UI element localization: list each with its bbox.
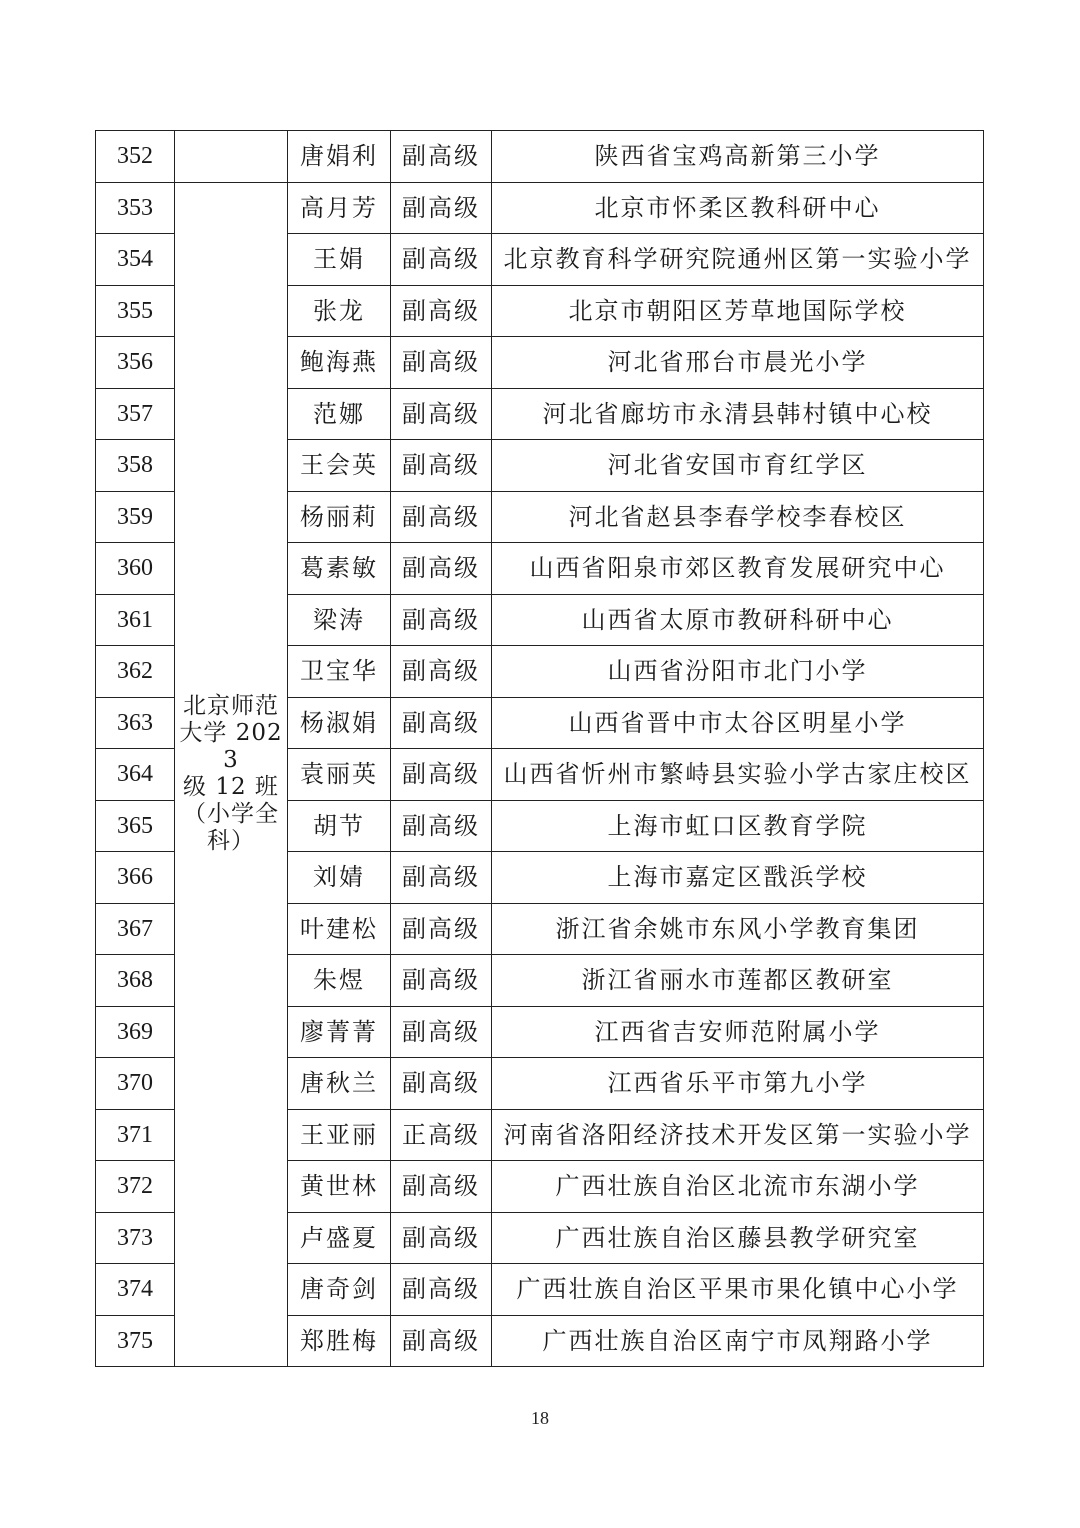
teacher-name: 袁丽英 <box>288 749 391 801</box>
row-number: 372 <box>96 1161 175 1213</box>
row-number: 354 <box>96 234 175 286</box>
row-number: 369 <box>96 1006 175 1058</box>
teacher-name: 王娟 <box>288 234 391 286</box>
professional-title: 副高级 <box>391 491 492 543</box>
professional-title: 副高级 <box>391 182 492 234</box>
row-number: 353 <box>96 182 175 234</box>
teacher-name: 杨淑娟 <box>288 697 391 749</box>
teacher-name: 刘婧 <box>288 852 391 904</box>
teacher-name: 王会英 <box>288 440 391 492</box>
page-number: 18 <box>531 1408 549 1428</box>
work-unit: 广西壮族自治区藤县教学研究室 <box>492 1212 984 1264</box>
row-number: 364 <box>96 749 175 801</box>
teacher-name: 唐娟利 <box>288 131 391 183</box>
professional-title: 副高级 <box>391 440 492 492</box>
work-unit: 广西壮族自治区平果市果化镇中心小学 <box>492 1264 984 1316</box>
professional-title: 副高级 <box>391 697 492 749</box>
class-group-line: 大学 2023 <box>179 720 283 774</box>
roster-table-body <box>96 131 984 1367</box>
work-unit: 江西省乐平市第九小学 <box>492 1058 984 1110</box>
teacher-name: 叶建松 <box>288 903 391 955</box>
teacher-name: 高月芳 <box>288 182 391 234</box>
work-unit: 北京教育科学研究院通州区第一实验小学 <box>492 234 984 286</box>
teacher-name: 杨丽莉 <box>288 491 391 543</box>
professional-title: 副高级 <box>391 285 492 337</box>
row-number: 359 <box>96 491 175 543</box>
professional-title: 副高级 <box>391 388 492 440</box>
row-number: 355 <box>96 285 175 337</box>
work-unit: 浙江省丽水市莲都区教研室 <box>492 955 984 1007</box>
professional-title: 副高级 <box>391 543 492 595</box>
teacher-name: 唐秋兰 <box>288 1058 391 1110</box>
professional-title: 副高级 <box>391 1006 492 1058</box>
work-unit: 山西省晋中市太谷区明星小学 <box>492 697 984 749</box>
class-group-line: 科） <box>207 828 255 855</box>
professional-title: 副高级 <box>391 852 492 904</box>
row-number: 367 <box>96 903 175 955</box>
professional-title: 副高级 <box>391 955 492 1007</box>
work-unit: 上海市嘉定区戬浜学校 <box>492 852 984 904</box>
teacher-name: 王亚丽 <box>288 1109 391 1161</box>
professional-title: 副高级 <box>391 903 492 955</box>
teacher-name: 梁涛 <box>288 594 391 646</box>
row-number: 357 <box>96 388 175 440</box>
professional-title: 副高级 <box>391 1212 492 1264</box>
class-group-line: 级 12 班 <box>183 774 279 801</box>
work-unit: 河南省洛阳经济技术开发区第一实验小学 <box>492 1109 984 1161</box>
professional-title: 正高级 <box>391 1109 492 1161</box>
professional-title: 副高级 <box>391 337 492 389</box>
work-unit: 上海市虹口区教育学院 <box>492 800 984 852</box>
professional-title: 副高级 <box>391 131 492 183</box>
row-number: 366 <box>96 852 175 904</box>
row-number: 368 <box>96 955 175 1007</box>
teacher-roster-table <box>95 130 984 1367</box>
row-number: 356 <box>96 337 175 389</box>
teacher-name: 葛素敏 <box>288 543 391 595</box>
class-cell-empty <box>175 131 288 183</box>
professional-title: 副高级 <box>391 646 492 698</box>
class-group-line: 北京师范 <box>183 693 279 720</box>
work-unit: 江西省吉安师范附属小学 <box>492 1006 984 1058</box>
work-unit: 广西壮族自治区北流市东湖小学 <box>492 1161 984 1213</box>
professional-title: 副高级 <box>391 594 492 646</box>
row-number: 373 <box>96 1212 175 1264</box>
teacher-name: 卫宝华 <box>288 646 391 698</box>
row-number: 374 <box>96 1264 175 1316</box>
professional-title: 副高级 <box>391 234 492 286</box>
professional-title: 副高级 <box>391 1315 492 1367</box>
professional-title: 副高级 <box>391 749 492 801</box>
teacher-name: 卢盛夏 <box>288 1212 391 1264</box>
row-number: 363 <box>96 697 175 749</box>
work-unit: 北京市怀柔区教科研中心 <box>492 182 984 234</box>
work-unit: 河北省廊坊市永清县韩村镇中心校 <box>492 388 984 440</box>
work-unit: 河北省赵县李春学校李春校区 <box>492 491 984 543</box>
work-unit: 北京市朝阳区芳草地国际学校 <box>492 285 984 337</box>
teacher-name: 黄世林 <box>288 1161 391 1213</box>
professional-title: 副高级 <box>391 1058 492 1110</box>
table-row <box>96 131 984 183</box>
professional-title: 副高级 <box>391 800 492 852</box>
row-number: 352 <box>96 131 175 183</box>
work-unit: 浙江省余姚市东风小学教育集团 <box>492 903 984 955</box>
row-number: 365 <box>96 800 175 852</box>
professional-title: 副高级 <box>391 1161 492 1213</box>
teacher-name: 廖菁菁 <box>288 1006 391 1058</box>
work-unit: 河北省邢台市晨光小学 <box>492 337 984 389</box>
work-unit: 山西省阳泉市郊区教育发展研究中心 <box>492 543 984 595</box>
work-unit: 山西省忻州市繁峙县实验小学古家庄校区 <box>492 749 984 801</box>
row-number: 370 <box>96 1058 175 1110</box>
row-number: 371 <box>96 1109 175 1161</box>
teacher-name: 范娜 <box>288 388 391 440</box>
row-number: 360 <box>96 543 175 595</box>
teacher-name: 鲍海燕 <box>288 337 391 389</box>
teacher-name: 张龙 <box>288 285 391 337</box>
table-row <box>96 182 984 234</box>
row-number: 358 <box>96 440 175 492</box>
work-unit: 河北省安国市育红学区 <box>492 440 984 492</box>
teacher-name: 唐奇剑 <box>288 1264 391 1316</box>
work-unit: 广西壮族自治区南宁市凤翔路小学 <box>492 1315 984 1367</box>
row-number: 375 <box>96 1315 175 1367</box>
work-unit: 山西省汾阳市北门小学 <box>492 646 984 698</box>
row-number: 361 <box>96 594 175 646</box>
row-number: 362 <box>96 646 175 698</box>
teacher-name: 胡节 <box>288 800 391 852</box>
work-unit: 陕西省宝鸡高新第三小学 <box>492 131 984 183</box>
work-unit: 山西省太原市教研科研中心 <box>492 594 984 646</box>
class-group-line: （小学全 <box>183 801 279 828</box>
teacher-name: 郑胜梅 <box>288 1315 391 1367</box>
class-group-cell <box>175 182 288 1367</box>
professional-title: 副高级 <box>391 1264 492 1316</box>
teacher-name: 朱煜 <box>288 955 391 1007</box>
